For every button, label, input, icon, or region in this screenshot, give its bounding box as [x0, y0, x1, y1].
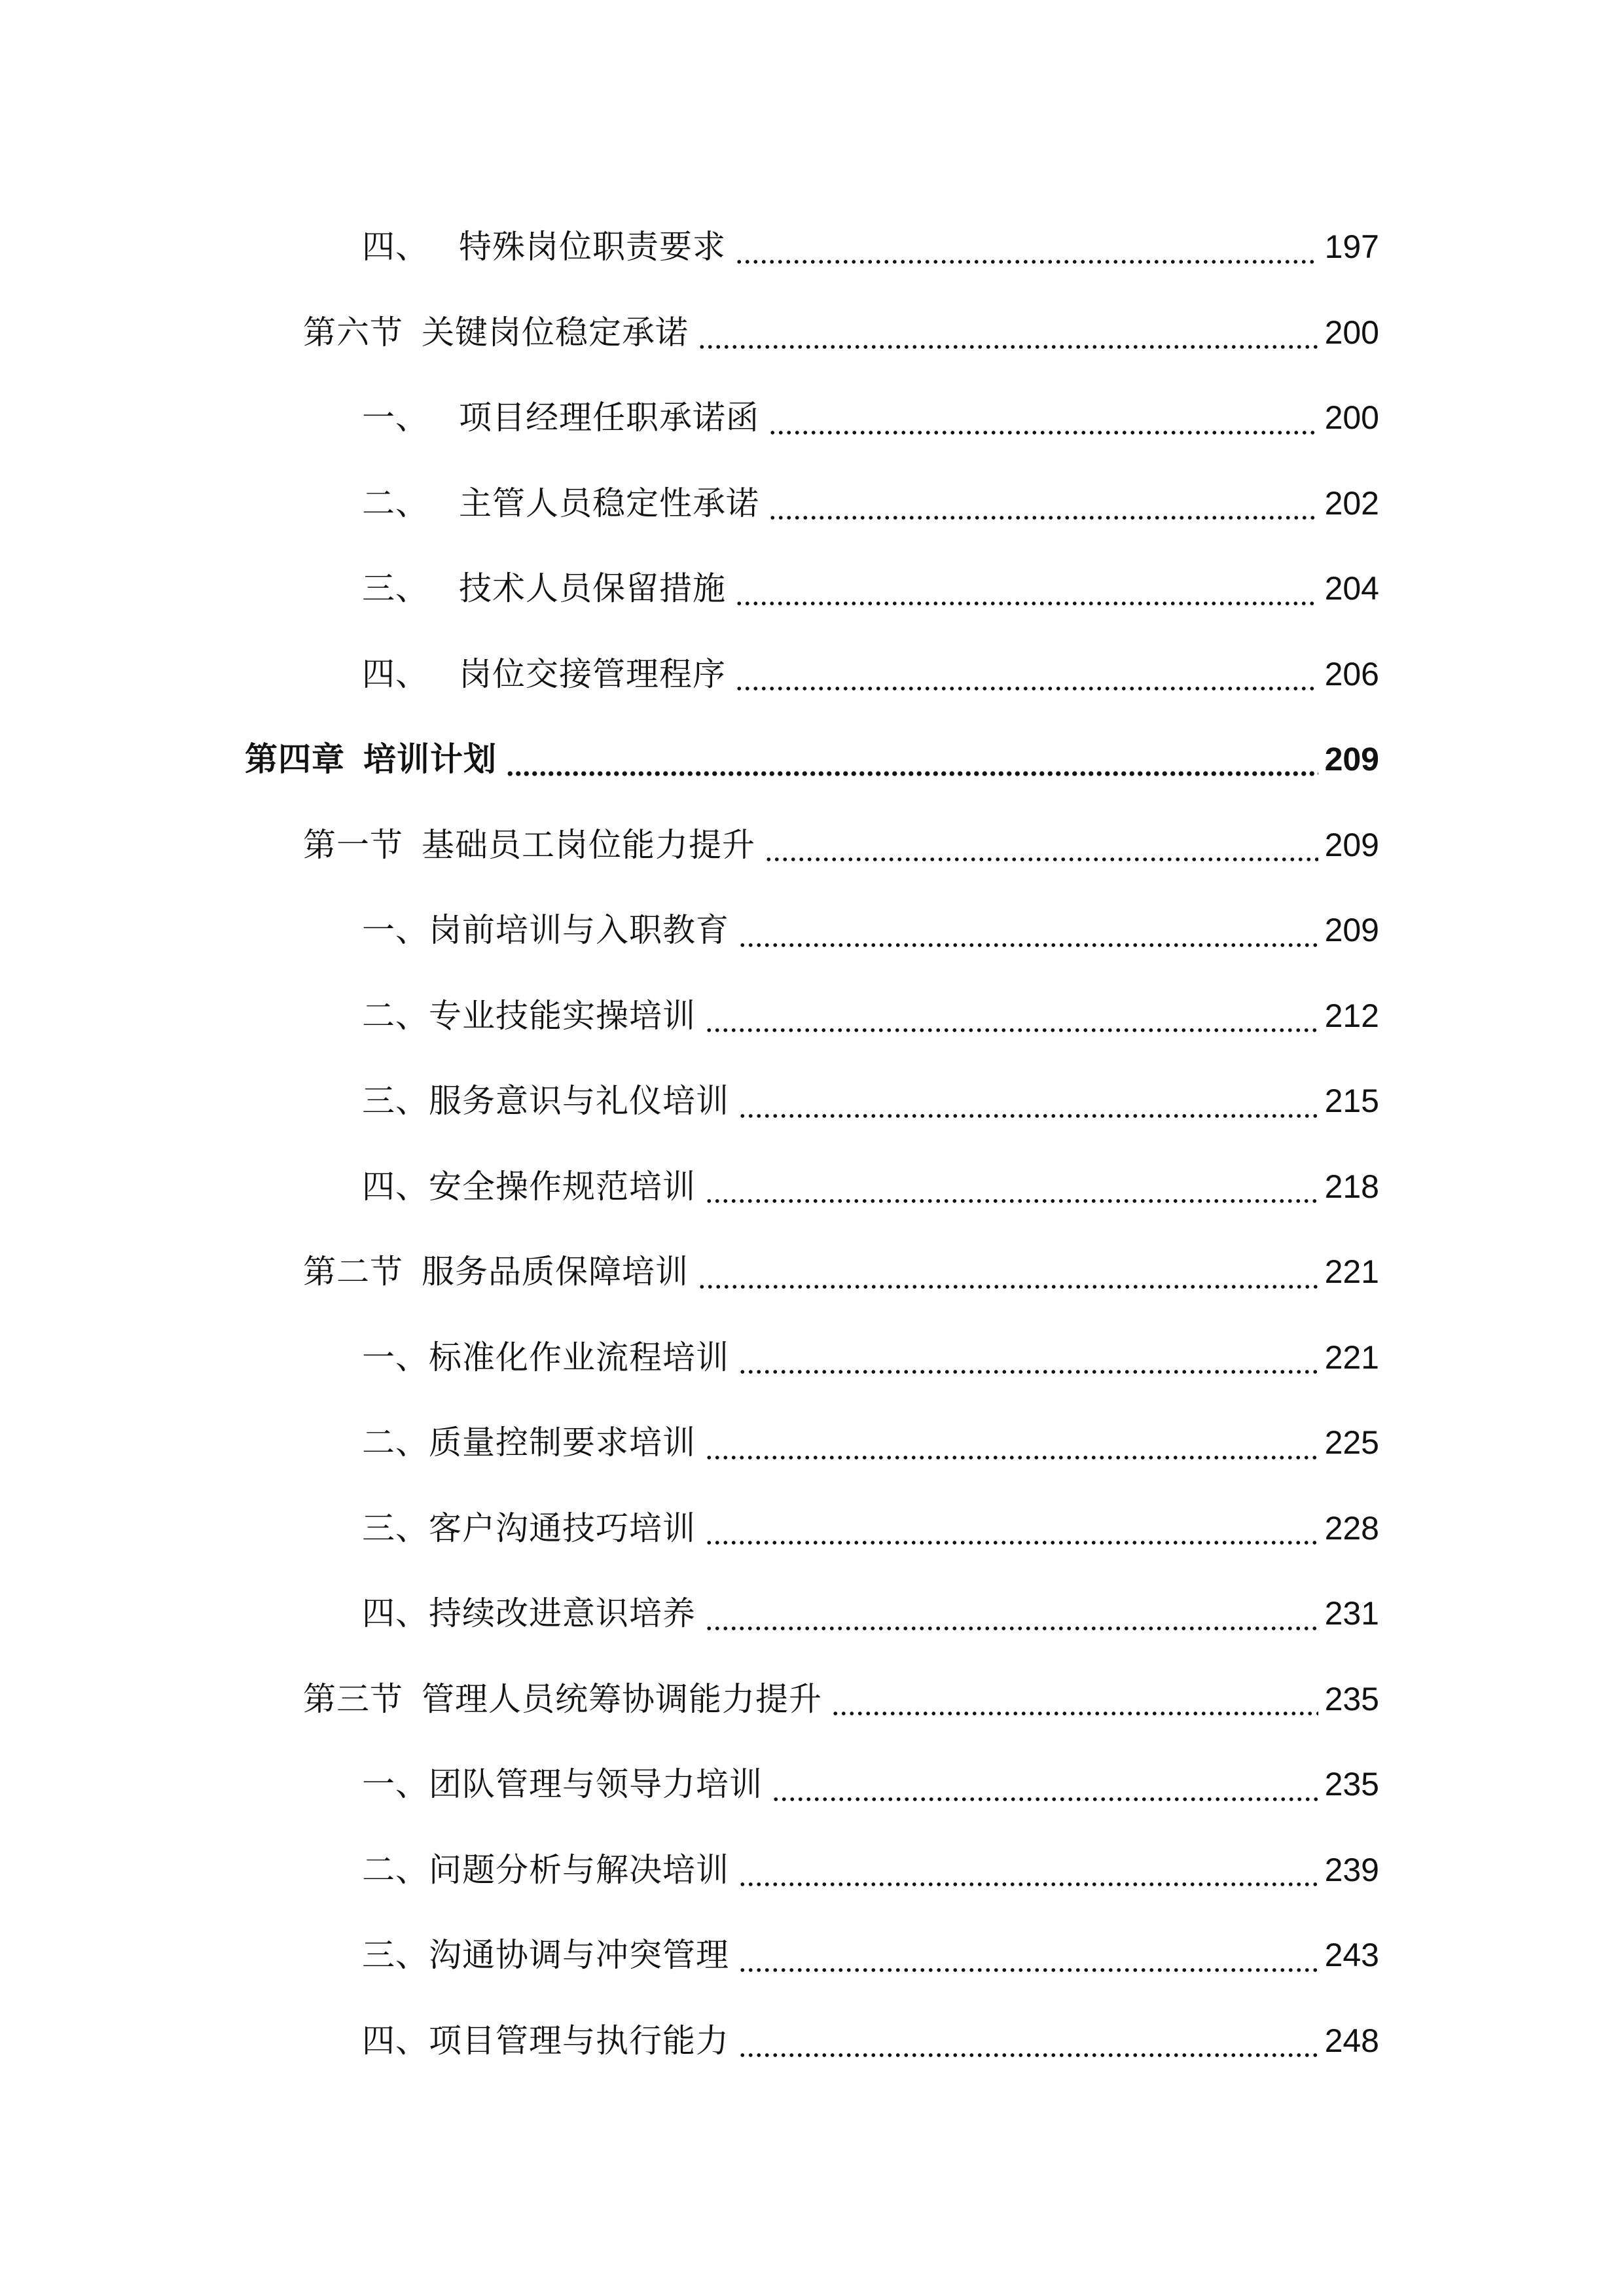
- toc-entry-text: 安全操作规范培训: [429, 1167, 696, 1206]
- toc-entry[interactable]: [0, 461, 1624, 547]
- toc-entry-title: [362, 1936, 729, 1975]
- toc-entry-text: 主管人员稳定性承诺: [459, 484, 759, 522]
- toc-entry-number: 第二节: [303, 1253, 403, 1291]
- toc-page-number: 202: [1324, 484, 1379, 522]
- toc-dot-leader: [735, 601, 1318, 605]
- toc-dot-leader: [705, 1541, 1318, 1545]
- toc-entry-text: 专业技能实操培训: [429, 996, 696, 1035]
- toc-page-number: 235: [1324, 1766, 1379, 1803]
- toc-page-number: 231: [1324, 1595, 1379, 1632]
- toc-entry-text: 标准化作业流程培训: [429, 1338, 729, 1376]
- toc-entry-text: 管理人员统筹协调能力提升: [422, 1679, 822, 1718]
- toc-entry-text: 问题分析与解决培训: [429, 1850, 729, 1889]
- toc-entry[interactable]: [0, 717, 1624, 802]
- toc-dot-leader: [705, 1199, 1318, 1203]
- toc-entry[interactable]: [0, 1571, 1624, 1657]
- toc-dot-leader: [768, 431, 1318, 435]
- toc-entry-text: 客户沟通技巧培训: [429, 1509, 696, 1547]
- toc-entry[interactable]: [0, 888, 1624, 973]
- toc-entry-title: [303, 825, 755, 864]
- toc-dot-leader: [768, 516, 1318, 520]
- toc-entry-title: [362, 1765, 763, 1804]
- toc-entry-number: 一、: [362, 1338, 429, 1376]
- toc-entry-title: [303, 1679, 822, 1718]
- toc-dot-leader: [705, 1028, 1318, 1032]
- toc-entry-text: 岗前培训与入职教育: [429, 911, 729, 950]
- toc-dot-leader: [705, 1456, 1318, 1460]
- toc-entry-number: 四、: [362, 1594, 429, 1633]
- toc-entry-number: 一、: [362, 1765, 429, 1804]
- toc-entry-title: [362, 1594, 696, 1633]
- toc-dot-leader: [772, 1797, 1318, 1801]
- toc-page-number: 209: [1324, 741, 1379, 778]
- toc-dot-leader: [738, 943, 1318, 947]
- toc-page-number: 206: [1324, 655, 1379, 692]
- toc-page-number: 209: [1324, 826, 1379, 863]
- toc-entry-title: [362, 228, 726, 266]
- toc-dot-leader: [738, 1882, 1318, 1886]
- toc-entry[interactable]: [0, 1742, 1624, 1827]
- toc-entry-title: [362, 655, 726, 693]
- toc-entry-title: [362, 911, 729, 950]
- toc-entry-title: [245, 740, 497, 779]
- toc-page-number: 221: [1324, 1253, 1379, 1291]
- toc-entry-text: 服务意识与礼仪培训: [429, 1082, 729, 1121]
- toc-page-number: 235: [1324, 1680, 1379, 1717]
- toc-entry-number: 二、: [362, 484, 429, 522]
- toc-dot-leader: [738, 1968, 1318, 1972]
- toc-entry[interactable]: [0, 1315, 1624, 1401]
- toc-page-number: 225: [1324, 1424, 1379, 1462]
- toc-entry-number: 四、: [362, 228, 429, 266]
- toc-dot-leader: [506, 771, 1318, 776]
- toc-entry[interactable]: [0, 1998, 1624, 2084]
- toc-page-number: 248: [1324, 2022, 1379, 2059]
- toc-dot-leader: [765, 857, 1318, 861]
- toc-dot-leader: [698, 1285, 1318, 1289]
- toc-entry-title: [362, 1850, 729, 1889]
- toc-entry-number: 第四章: [245, 740, 345, 779]
- toc-entry-number: 四、: [362, 655, 429, 693]
- toc-entry-number: 三、: [362, 1509, 429, 1547]
- toc-entry[interactable]: [0, 1229, 1624, 1315]
- toc-dot-leader: [705, 1626, 1318, 1630]
- toc-entry-title: [303, 313, 689, 351]
- toc-entry-title: [362, 399, 759, 437]
- toc-entry[interactable]: [0, 1058, 1624, 1144]
- toc-entry-text: 沟通协调与冲突管理: [429, 1936, 729, 1975]
- toc-page-number: 221: [1324, 1338, 1379, 1376]
- toc-entry[interactable]: [0, 546, 1624, 632]
- toc-entry[interactable]: [0, 1400, 1624, 1486]
- toc-entry-title: [362, 1424, 696, 1462]
- toc-page-number: 197: [1324, 228, 1379, 266]
- toc-entry-text: 特殊岗位职责要求: [459, 228, 726, 266]
- toc-dot-leader: [831, 1712, 1318, 1715]
- toc-entry-title: [362, 1338, 729, 1376]
- toc-entry[interactable]: [0, 1144, 1624, 1230]
- toc-entry-text: 持续改进意识培养: [429, 1594, 696, 1633]
- toc-entry[interactable]: [0, 375, 1624, 461]
- toc-entry-text: 培训计划: [363, 740, 497, 779]
- toc-entry[interactable]: [0, 1827, 1624, 1913]
- toc-entry-title: [362, 996, 696, 1035]
- toc-entry[interactable]: [0, 632, 1624, 717]
- toc-entry-text: 质量控制要求培训: [429, 1424, 696, 1462]
- toc-page-number: 243: [1324, 1937, 1379, 1974]
- toc-entry[interactable]: [0, 1912, 1624, 1998]
- toc-entry-title: [362, 1509, 696, 1547]
- toc-dot-leader: [698, 345, 1318, 349]
- toc-entry-text: 项目经理任职承诺函: [459, 399, 759, 437]
- toc-page-number: 204: [1324, 570, 1379, 607]
- toc-entry-title: [362, 2021, 729, 2060]
- toc-entry[interactable]: [0, 1657, 1624, 1742]
- toc-page-number: 239: [1324, 1851, 1379, 1888]
- toc-entry-text: 服务品质保障培训: [422, 1253, 689, 1291]
- toc-entry-text: 基础员工岗位能力提升: [422, 825, 755, 864]
- toc-entry-number: 二、: [362, 1424, 429, 1462]
- toc-page-number: 228: [1324, 1509, 1379, 1547]
- toc-entry-text: 项目管理与执行能力: [429, 2021, 729, 2060]
- toc-entry-title: [362, 484, 759, 522]
- toc-entry-title: [362, 1082, 729, 1121]
- toc-entry[interactable]: [0, 1486, 1624, 1571]
- toc-entry-number: 二、: [362, 1850, 429, 1889]
- toc-dot-leader: [735, 260, 1318, 264]
- toc-entry-number: 四、: [362, 1167, 429, 1206]
- toc-entry-number: 第一节: [303, 825, 403, 864]
- toc-dot-leader: [735, 687, 1318, 691]
- toc-dot-leader: [738, 1370, 1318, 1374]
- toc-entry[interactable]: [0, 802, 1624, 888]
- toc-entry[interactable]: [0, 973, 1624, 1059]
- toc-page-number: 209: [1324, 912, 1379, 949]
- toc-entry-text: 关键岗位稳定承诺: [422, 313, 689, 351]
- toc-entry-title: [303, 1253, 689, 1291]
- toc-dot-leader: [738, 1114, 1318, 1118]
- toc-entry-number: 二、: [362, 996, 429, 1035]
- toc-entry-number: 三、: [362, 1082, 429, 1121]
- toc-entry-number: 三、: [362, 1936, 429, 1975]
- toc-page-number: 200: [1324, 399, 1379, 437]
- toc-entry-text: 岗位交接管理程序: [459, 655, 726, 693]
- toc-entry[interactable]: [0, 290, 1624, 376]
- toc-entry-number: 四、: [362, 2021, 429, 2060]
- toc-entry-number: 一、: [362, 399, 429, 437]
- toc-page-number: 218: [1324, 1168, 1379, 1205]
- toc-page-number: 212: [1324, 997, 1379, 1034]
- toc-entry-title: [362, 569, 726, 608]
- toc-entry-number: 第六节: [303, 313, 403, 351]
- table-of-contents: [0, 204, 1624, 2083]
- toc-entry-number: 一、: [362, 911, 429, 950]
- toc-entry-number: 三、: [362, 569, 429, 608]
- toc-entry-text: 技术人员保留措施: [459, 569, 726, 608]
- toc-dot-leader: [738, 2053, 1318, 2057]
- toc-page-number: 200: [1324, 314, 1379, 351]
- toc-entry-number: 第三节: [303, 1679, 403, 1718]
- toc-entry[interactable]: [0, 204, 1624, 290]
- toc-entry-title: [362, 1167, 696, 1206]
- toc-entry-text: 团队管理与领导力培训: [429, 1765, 763, 1804]
- toc-page-number: 215: [1324, 1083, 1379, 1120]
